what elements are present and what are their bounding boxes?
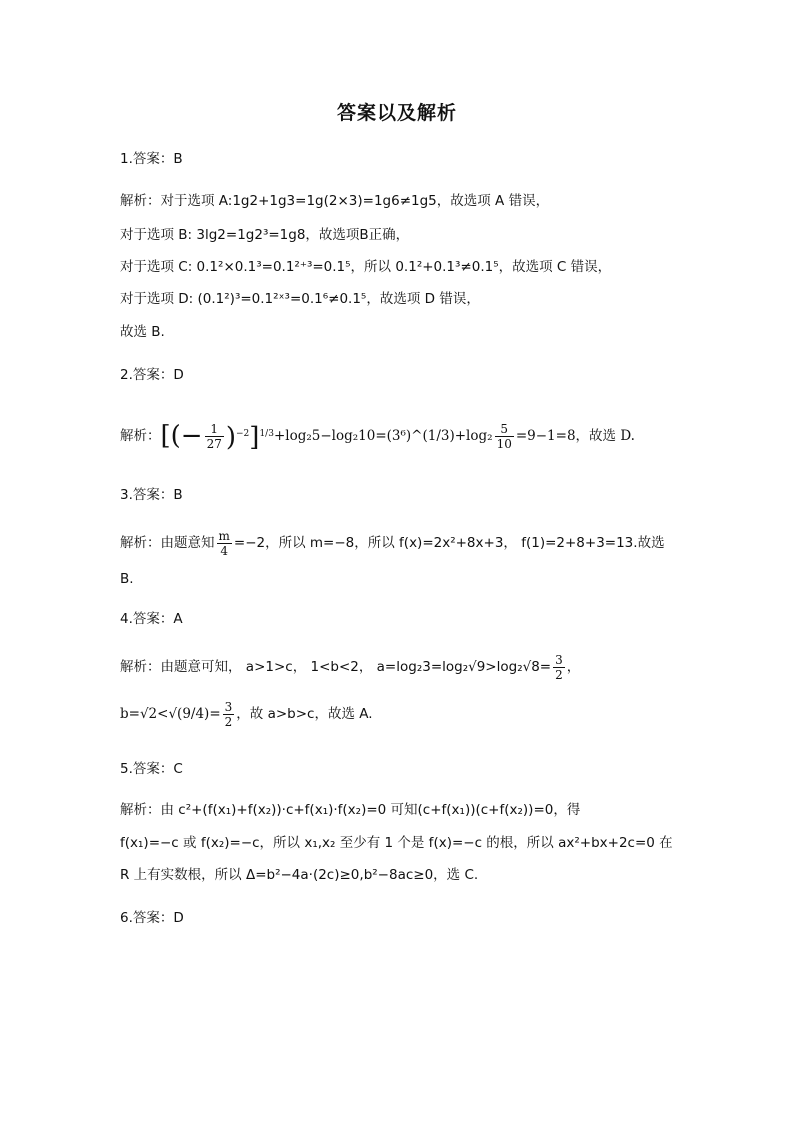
analysis-5-line-1: 解析：由 c²+(f(x₁)+f(x₂))·c+f(x₁)·f(x₂)=0 可知(c+f(x₁))(c+f(x₂))=0，得 (120, 802, 581, 818)
page-title: 答案以及解析 (336, 102, 457, 124)
answer-6: 6.答案：D (120, 910, 184, 926)
analysis-4-b: b=√2<√(9/4)= (120, 706, 221, 722)
answer-4: 4.答案：A (120, 611, 183, 627)
left-bracket: [(− (160, 421, 203, 451)
analysis-2-middle: +log₂5−log₂10=(3⁶)^(1/3)+log₂ (273, 428, 493, 444)
analysis-5-line-2: f(x₁)=−c 或 f(x₂)=−c，所以 x₁,x₂ 至少有 1 个是 f(x)=−c 的根，所以 ax²+bx+2c=0 在 (120, 835, 673, 851)
analysis-4-comma: ， (566, 659, 581, 675)
right-bracket: )$^{-2}$]$^{1/3}$ (225, 422, 274, 453)
answer-3: 3.答案：B (120, 487, 183, 503)
analysis-1-line-1: 解析：对于选项 A:1g2+1g3=1g(2×3)=1g6≠1g5，故选项 A 错误， (120, 193, 550, 209)
fraction-5-10 (495, 422, 514, 451)
fraction-numerator: m (218, 528, 230, 543)
analysis-1-line-3: 对于选项 C: 0.1²×0.1³=0.1²⁺³=0.1⁵，所以 0.1²+0.1³≠0.1⁵，故选项 C 错误， (120, 259, 612, 275)
fraction-denominator: 10 (496, 436, 512, 451)
answer-5: 5.答案：C (120, 761, 183, 777)
analysis-4-prefix: 解析：由题意可知， a>1>c， 1<b<2， a=log₂3=log₂√9>log₂√8= (120, 659, 552, 675)
fraction-denominator: 2 (224, 714, 233, 729)
fraction-m-4 (217, 529, 232, 558)
analysis-3-line-1 (120, 526, 680, 560)
answer-1: 1.答案：B (120, 151, 183, 167)
analysis-2 (120, 418, 680, 454)
fraction-1-27 (205, 422, 224, 451)
fraction-denominator: 2 (555, 667, 563, 682)
analysis-4-suffix: ，故 a>b>c，故选 A. (236, 706, 373, 722)
analysis-2-suffix: =9−1=8，故选 D. (515, 428, 635, 444)
analysis-4-line-1 (120, 650, 680, 684)
fraction-denominator: 27 (206, 436, 222, 451)
analysis-1-line-2: 对于选项 B: 3lg2=1g2³=1g8，故选项B正确， (120, 227, 410, 243)
fraction-numerator: 3 (555, 652, 563, 667)
analysis-5-line-3: R 上有实数根，所以 Δ=b²−4a·(2c)≥0,b²−8ac≥0，选 C. (120, 867, 479, 883)
analysis-3-line-2: B. (120, 571, 134, 587)
analysis-2-prefix: 解析： (120, 428, 161, 444)
analysis-3-prefix: 解析：由题意知 (120, 535, 215, 551)
analysis-1-line-4: 对于选项 D: (0.1²)³=0.1²ˣ³=0.1⁶≠0.1⁵，故选项 D 错误， (120, 291, 480, 307)
analysis-1-line-5: 故选 B. (120, 324, 165, 340)
analysis-4-line-2 (120, 697, 680, 731)
fraction-denominator: 4 (217, 543, 232, 558)
answer-2: 2.答案：D (120, 367, 184, 383)
fraction-numerator: 1 (210, 421, 219, 436)
fraction-numerator: 3 (224, 699, 233, 714)
analysis-3-rest: =−2，所以 m=−8，所以 f(x)=2x²+8x+3， f(1)=2+8+3=13.故选 (233, 535, 665, 551)
fraction-numerator: 5 (500, 421, 509, 436)
fraction-3-2-second (223, 700, 235, 729)
fraction-3-2 (553, 653, 565, 682)
